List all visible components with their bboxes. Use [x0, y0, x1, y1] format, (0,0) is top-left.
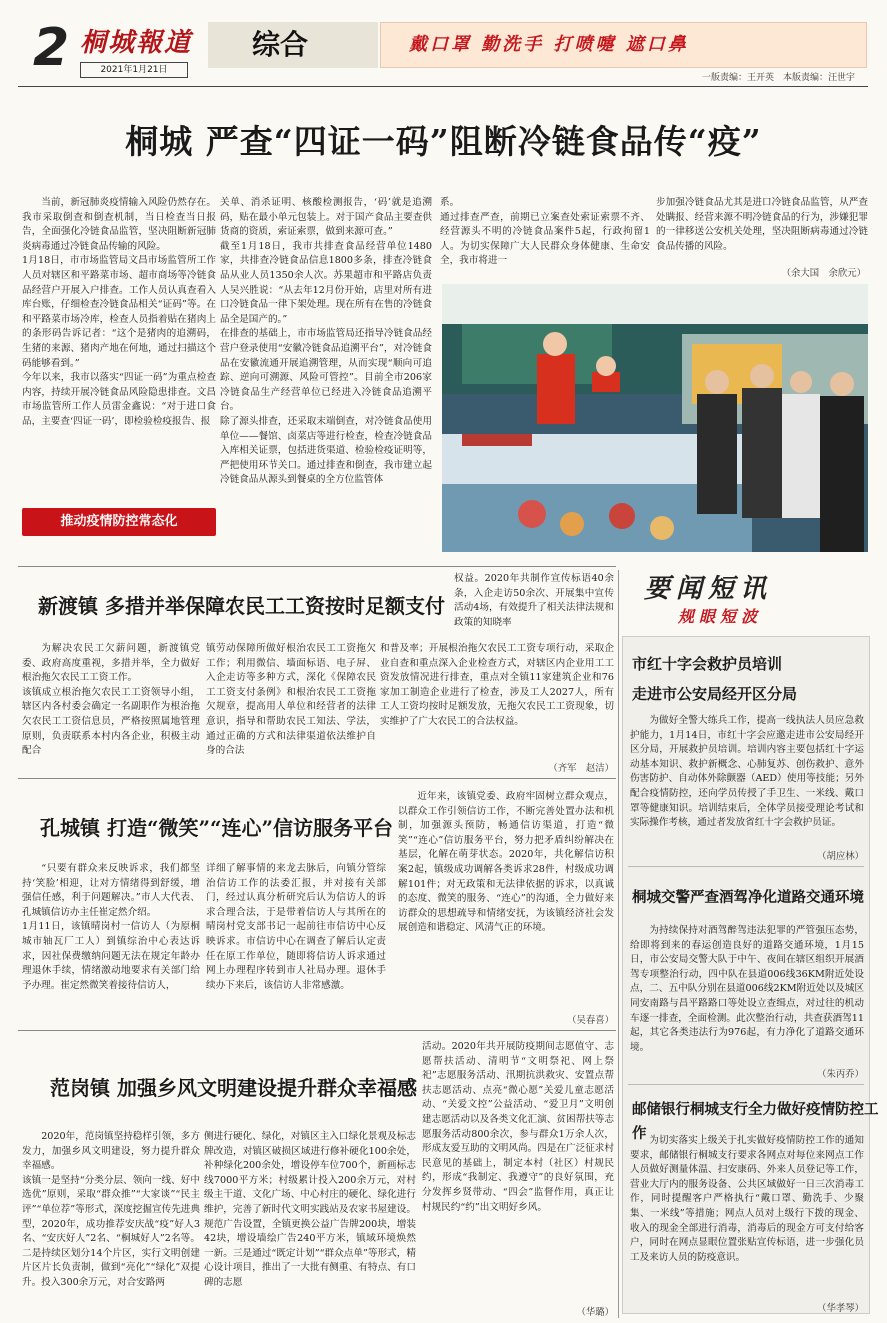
sidebar-item1-byline: （胡应林） — [817, 851, 864, 862]
slogan-text: 戴口罩 勤洗手 打喷嚏 遮口鼻 — [409, 34, 689, 55]
lead-tag — [22, 508, 216, 536]
article2-title: 新渡镇 多措并举保障农民工工资按时足额支付 — [38, 594, 445, 618]
lead-col4: 步加强冷链食品尤其是进口冷链食品监管，从严查处瞒报、经营来源不明冷链食品的行为，涉嫌犯罪的一律移送公安机关处理，坚决阻断病毒通过冷链食品传播的风险。 — [656, 197, 868, 252]
rule-sidebar2 — [628, 1084, 864, 1085]
rule-article3-bottom — [18, 1030, 616, 1031]
sidebar-divider — [618, 570, 619, 1318]
article4-col1: 2020年，范岗镇坚持稳样引领，多方发力，加强乡风文明建设，努力提升群众幸福感。 该镇一是坚持“分类分层、领向一线、好中选优”原则，采取“群众推”“大家谈”“民主评”“单位荐”等形式，深度挖掘宣传先进典型，2020年，成功推荐安庆战“疫”好人3名、“安庆好人”2名、“桐城好人”2名等。二是持续区划分14个片区，实行文明创建片区片长负责制，做到“亮化”“绿化”双提升。投入300余万元，对合安路两 — [22, 1131, 200, 1288]
article3-col1: “只要有群众来反映诉求，我们都坚持‘笑脸’相迎，让对方情绪得到舒缓，增强信任感，利于问题解决。”市人大代表、孔城镇信访办主任崔定然介绍。 1月11日，该镇晴岗村一信访人（为原桐城市轴瓦厂工人）到镇综治中心表达诉求，因社保费缴纳问题无法在规定年龄办理退休手续，情绪激动地要求有关部门给予办理。崔定然微笑着接待信访人， — [22, 863, 200, 991]
lead-col2: 关单、消杀证明、核酸检测报告，‘码’就是追溯码，贴在最小单元包装上。对于国产食品主要查供货商的资质，索证索票，做到来源可查。” 截至1月18日，我市共排查食品经营单位1480家，共排查冷链食品信息1800多条，排查冷链食品从业人员1350余人次。苏果超市和平路店负责人吴兴胜说：“从去年12月份开始，店里对所有进口冷链食品一律下架处理。现在所有在售的冷链食品全是国产的。” 在排查的基础上，市市场监管局还指导冷链食品经营户登录使用“安徽冷链食品追溯平台”，对冷链食品在安徽流通开展追溯管理，从而实现“顺向可追踪、逆向可溯源、风险可管控”。目前全市206家冷链食品生产经营单位已经进入冷链食品追溯平台。 除了源头排查，还采取末端倒查，对冷链食品使用单位——餐馆、卤菜店等进行检查，检查冷链食品入库相关证票，包括进货渠道、检验检疫证明等，严把使用环节关口。通过排查和倒查，我市建立起冷链食品从源头到餐桌的全方位监管体 — [220, 197, 432, 486]
article3-col3: 近年来，该镇党委、政府牢固树立群众观点，以群众工作引领信访工作，不断完善处置办法和机制，加强源头预防，畅通信访渠道，打造“微笑”“连心”信访服务平台，努力把矛盾纠纷解决在基层，化解在萌芽状态。2020年，共化解信访积案2起，镇级成功调解各类诉求28件，村级成功调解101件；对无政策和无法律依据的诉求，以真诚的态度、微笑的服务、“连心”的沟通，全力做好来访群众的思想疏导和情绪安抚，为该镇经济社会发展创造和谐稳定、风清气正的环境。 — [398, 791, 614, 934]
slogan-banner — [380, 22, 867, 68]
lead-byline: （余大国 余欣元） — [781, 268, 866, 279]
article4-byline: （华璐） — [576, 1307, 614, 1318]
sidebar-banner — [624, 572, 868, 630]
section-title: 综合 — [252, 28, 309, 61]
editor-line: 一版责编：王开英 本版责编：汪世宇 — [701, 73, 855, 83]
article3-title: 孔城镇 打造“微笑”“连心”信访服务平台 — [40, 816, 393, 840]
article3-byline: （吴春喜） — [567, 1015, 614, 1026]
sidebar-item3-title: 邮储银行桐城支行全力做好疫情防控工作 — [632, 1101, 879, 1142]
supermarket-scene-image — [442, 284, 868, 552]
article2-col1: 为解决农民工欠薪问题，新渡镇党委、政府高度重视，多措并举，全力做好根治拖欠农民工工资工作。 该镇成立根治拖欠农民工工资领导小组，辖区内各村委会确定一名副职作为根治拖欠农民工工资信息员，严格按照属地管理原则，负责联系本村内各企业，积极主动配合 — [22, 643, 200, 757]
page-number: 2 — [33, 18, 70, 78]
sidebar-item3-byline: （华孝琴） — [817, 1303, 864, 1314]
sidebar-item3-body: 为切实落实上级关于扎实做好疫情防控工作的通知要求，邮储银行桐城支行要求各网点对每位来网点工作人员做好测量体温、扫安康码、外来人员登记等工作，营业大厅内的服务设备、公共区域做好一日三次消毒工作，同时提醒客户严格执行“戴口罩、勤洗手、少聚集、一米线”等措施；网点人员对上级行下拨的现金、收入的现金全部进行消毒，消毒后的现金方可支付给客户，同时在网点显眼位置张贴宣传标语，进一步强化员工及来访人员的防疫意识。 — [630, 1135, 864, 1263]
rule-lead-bottom — [18, 566, 616, 567]
sidebar-item2-title: 桐城交警严查酒驾净化道路交通环境 — [632, 889, 864, 906]
masthead-rule — [18, 86, 868, 87]
masthead — [0, 0, 887, 90]
article3-col2: 详细了解事情的来龙去脉后，向镇分管综治信访工作的法委汇报，并对接有关部门，经过认真分析研究后认为信访人的诉求合理合法，于是带着信访人与其所在的晴岗村党支部书记一起前往市信访中心反映诉求。市信访中心在调查了解后认定责任在原工作单位，随即将信访人诉求通过网上办理程序转到市人社局办理。退休手续办下来后，该信访人非常感激。 — [206, 863, 386, 991]
sidebar-item1-body: 为做好全警大练兵工作，提高一线执法人员应急救护能力，1月14日，市红十字会应邀走进市公安局经开区分局，开展救护员培训。培训内容主要包括红十字运动基本知识、救护新概念、心肺复苏、创伤救护、意外伤害防护、自动体外除颤器（AED）使用等技能；另外配合疫情防控，还向学员传授了手卫生、一米线、戴口罩等健康知识。培训结束后，全体学员接受理论考试和实际操作考核，通过者发放省红十字会救护员证。 — [630, 715, 864, 829]
article4-col2: 侧进行硬化、绿化，对镇区主入口绿化景观及标志牌改造，对镇区破损区域进行修补硬化100余处，补种绿化200余处，增设停车位700个，新画标志线7000平方米；村级累计投入200余万元，对村级主干道、文化广场、中心村庄的硬化、绿化进行维护，完善了新时代文明实践站及农家书屋建设。规范广告设置，全镇更换公益广告牌200块，增装42块，增设墙绘广告240平方米，镇域环境焕然一新。三是通过“既定计划”“群众点单”等形式，精心设计项目，推出了一大批有侧重、有特点、有口碑的志愿 — [204, 1131, 416, 1288]
lead-col1: 当前，新冠肺炎疫情输入风险仍然存在。我市采取倒查和倒查机制，当日检查当日报告，全面强化冷链食品监管，坚决阻断新冠肺炎病毒通过冷链食品传输的风险。 1月18日，市市场监管局文昌市场监管所工作人员对辖区和平路菜市场、超市商场等冷链食品经营户开展入户排查。工作人员认真查看入库台账，仔细检查冷链食品相关“证码”等。在和平路菜市场冷库，检查人员指着贴在猪肉上的条形码告诉记者：“这个是猪肉的追溯码，生猪的来源、猪肉产地在何地，通过扫描这个码能够看到。” 今年以来，我市以落实“四证一码”为重点检查内容，持续开展冷链食品风险隐患排查。文昌市场监管所工作人员雷金鑫说：“对于进口食品，主要查‘四证一码’，即检验检疫报告、报 — [22, 197, 216, 427]
sidebar-item2-body: 为持续保持对酒驾醉驾违法犯罪的严管强压态势，给即将到来的春运创造良好的道路交通环境，1月15日，市公安局交警大队于中午、夜间在辖区组织开展酒驾专项整治行动，四中队在县道006线36KM附近处设点，二、五中队分别在县道006线2KM附近处以及城区同安南路与昌平路路口等处设立查缉点，对过往的机动车逐一排查，全面检测。此次整治行动，共查获酒驾11起，其它各类违法行为976起，有力净化了道路交通环境。 — [630, 925, 864, 1053]
sidebar-item1-title-line1: 市红十字会救护员培训 — [632, 655, 783, 673]
sidebar-banner-top: 要闻短讯 — [644, 574, 773, 604]
sidebar-item1-title-line2: 走进市公安局经开区分局 — [632, 685, 798, 703]
rule-article2-bottom — [18, 778, 616, 779]
sidebar-banner-bottom: 规眼短波 — [678, 607, 763, 626]
lead-col3: 系。 通过排查严查，前期已立案查处索证索票不齐、经营源头不明的冷链食品案件5起，行政拘留1人。为切实保障广大人民群众身体健康、生命安全，我市将进一 — [440, 197, 650, 267]
paper-name: 桐城報道 — [80, 28, 193, 58]
sidebar-item2-byline: （朱丙乔） — [817, 1069, 864, 1080]
article2-col3: 和普及率；开展根治拖欠农民工工资专项行动，采取企业自查和重点深入企业检查方式，对辖区内企业用工工资发放情况进行排查，重点对全镇11家建筑企业和76家加工制造企业进行了检查，涉及工人2027人，所有工人工资均按时足额发放，无拖欠农民工工资现象，切实维护了广大农民工的合法权益。 — [380, 643, 614, 727]
masthead-date: 2021年1月21日 — [80, 62, 188, 78]
lead-tag-text: 推动疫情防控常态化 — [60, 514, 178, 529]
article2-col0: 权益。2020年共制作宣传标语40余条，入企走访50余次、开展集中宣传活动4场，有效提升了相关法律法规和政策的知晓率 — [454, 573, 614, 628]
article4-col3: 活动。2020年共开展防疫期间志愿值守、志愿帮扶活动、清明节“文明祭祀、网上祭祀”志愿服务活动、汛期抗洪救灾、安置点帮扶志愿活动、点亮“微心愿”关爱儿童志愿活动、“关爱文控”公益活动、“爱卫月”文明创建志愿活动以及各类文化汇演、贫困帮扶等志愿服务活动800余次，参与群众1万余人次，形成友爱互助的文明风尚。四是在广泛征求村民意见的基础上，制定本村（社区）村规民约，形成“我制定、我遵守”的良好氛围，充分发挥乡贤带动、“四会”监督作用，真正让村规民约“约”出文明好乡风。 — [422, 1041, 614, 1213]
article4-title: 范岗镇 加强乡风文明建设提升群众幸福感 — [50, 1076, 417, 1100]
supermarket-photo — [442, 284, 868, 552]
section-box — [208, 22, 378, 68]
lead-title: 桐城 严查“四证一码”阻断冷链食品传“疫” — [125, 122, 762, 161]
article2-col2: 镇劳动保障所做好根治农民工工资拖欠工作；利用微信、墙面标语、电子屏、入企走访等多种方式，深化《保障农民工工资支付条例》和根治农民工工资拖欠规章，提高用人单位和经营者的法律意识，指导和帮助农民工知法、学法，通过正确的方式和法律渠道依法维护自身的合法 — [206, 643, 376, 757]
article2-byline: （齐军 赵洁） — [548, 763, 614, 774]
rule-sidebar1 — [628, 866, 864, 867]
